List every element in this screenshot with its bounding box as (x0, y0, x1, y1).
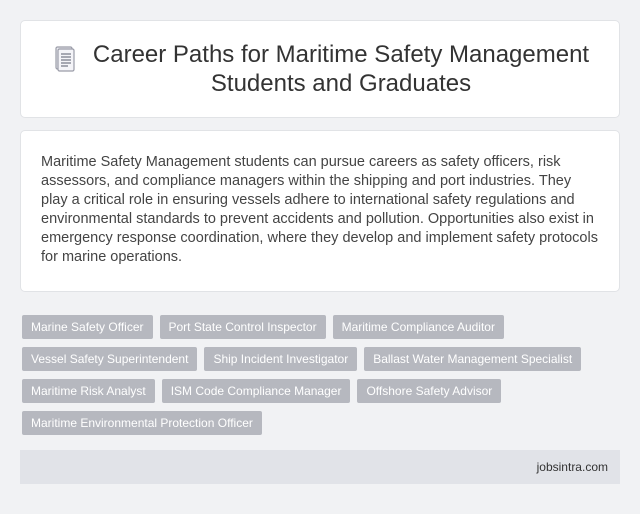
footer (20, 450, 620, 484)
tag-maritime-risk-analyst[interactable]: Maritime Risk Analyst (22, 379, 155, 403)
tag-vessel-safety-superintendent[interactable]: Vessel Safety Superintendent (22, 347, 197, 371)
tag-ship-incident-investigator[interactable]: Ship Incident Investigator (204, 347, 357, 371)
tag-ballast-water-management-specialist[interactable]: Ballast Water Management Specialist (364, 347, 581, 371)
tag-maritime-compliance-auditor[interactable]: Maritime Compliance Auditor (333, 315, 504, 339)
footer-site[interactable]: jobsintra.com (536, 460, 608, 474)
tag-port-state-control-inspector[interactable]: Port State Control Inspector (160, 315, 326, 339)
tag-marine-safety-officer[interactable]: Marine Safety Officer (22, 315, 153, 339)
career-tags (22, 315, 622, 435)
tag-maritime-environmental-protection-officer[interactable]: Maritime Environmental Protection Officer (22, 411, 262, 435)
description-text: Maritime Safety Management students can pursue careers as safety officers, risk assessors, and compliance managers within the shipping and port industries. They play a critical role in ensuring vessels adhere to international safety regulations and environmental standards to prevent accidents and pollution. Opportunities also exist in emergency response coordination, where they develop and implement safety protocols for marine operations. (41, 154, 598, 265)
document-icon (54, 46, 76, 72)
description-card (20, 130, 620, 292)
page-title: Career Paths for Maritime Safety Management Students and Graduates (92, 41, 590, 97)
title-wrap (40, 40, 600, 98)
tag-offshore-safety-advisor[interactable]: Offshore Safety Advisor (357, 379, 501, 403)
tag-ism-code-compliance-manager[interactable]: ISM Code Compliance Manager (162, 379, 351, 403)
title-card (20, 20, 620, 118)
